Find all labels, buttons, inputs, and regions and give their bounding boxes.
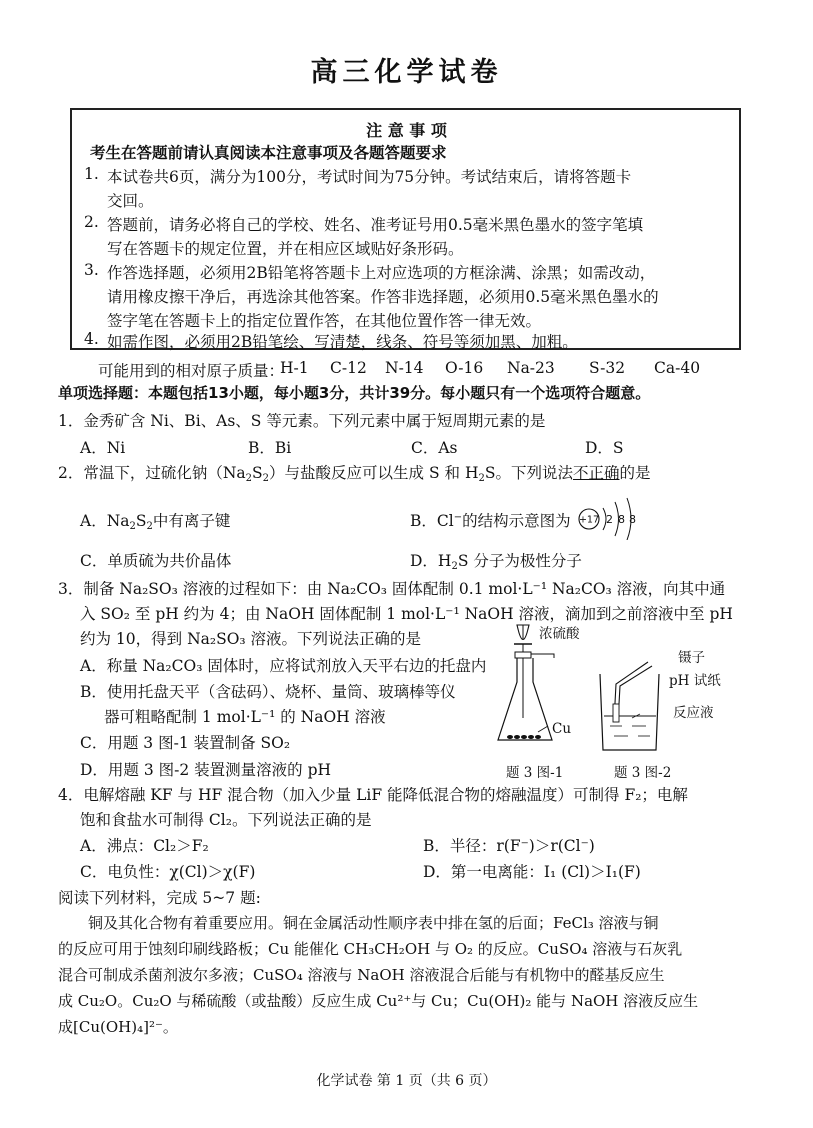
- q1-option-b: B．Bi: [248, 439, 292, 457]
- notice-item-4-line-1: 如需作图，必须用2B铅笔绘、写清楚，线条、符号等须加黑、加粗。: [107, 333, 578, 351]
- figure-3-1-acid-label: 浓硫酸: [539, 626, 580, 642]
- q3-option-d: D．用题 3 图-2 装置测量溶液的 pH: [80, 761, 332, 779]
- q2-option-d-post: S 分子为极性分子: [457, 552, 582, 570]
- notice-item-1-line-2: 交回。: [107, 192, 154, 210]
- notice-item-2-line-2: 写在答题卡的规定位置，并在相应区域贴好条形码。: [107, 240, 464, 258]
- notice-item-4-number: 4.: [84, 330, 99, 348]
- atomic-mass-na: Na-23: [507, 359, 555, 377]
- cl-ion-structure-diagram: [576, 488, 640, 540]
- q3-option-b-line-2: 器可粗略配制 1 mol·L⁻¹ 的 NaOH 溶液: [104, 708, 386, 726]
- atomic-mass-h: H-1: [280, 359, 309, 377]
- q2-stem-end: 的是: [619, 464, 651, 482]
- q4-stem-line-2: 饱和食盐水可制得 Cl₂。下列说法正确的是: [80, 811, 372, 829]
- q2-option-d: D．$H_2S$ 分子为极性分子: [410, 552, 582, 572]
- q3-stem-line-2: 入 SO₂ 至 pH 约为 4；由 NaOH 固体配制 1 mol·L⁻¹ NaOH 溶液，滴加到之前溶液中至 pH: [80, 605, 733, 623]
- figure-3-1-caption: 题 3 图-1: [506, 765, 564, 781]
- copper-piece: [535, 735, 541, 739]
- q2-option-a: A．$Na_2S_2$中有离子键: [80, 512, 231, 532]
- figure-3-2-tweezers-label: 镊子: [678, 650, 705, 666]
- q2-stem: 2．常温下，过硫化钠$(Na_2S_2)$与盐酸反应可以生成 S 和 $H_2S$。下列说法不正确的是: [58, 464, 651, 484]
- ph-paper-strip: [613, 704, 619, 722]
- q4-stem-line-1: 4．电解熔融 KF 与 HF 混合物（加入少量 LiF 能降低混合物的熔融温度）可制得 F₂；电解: [58, 786, 688, 804]
- atomic-mass-s: S-32: [589, 359, 626, 377]
- q4-option-a: A．沸点：Cl₂＞F₂: [80, 837, 209, 855]
- q2-stem-emphasis: 不正确: [572, 464, 620, 482]
- atomic-mass-label: 可能用到的相对原子质量：: [98, 362, 285, 380]
- page-title: 高三化学试卷: [310, 57, 503, 88]
- copper-piece: [521, 735, 527, 739]
- notice-item-1-line-1: 本试卷共6页，满分为100分，考试时间为75分钟。考试结束后，请将答题卡: [107, 168, 632, 186]
- notice-item-3-number: 3.: [84, 261, 99, 279]
- tweezers-arm-2: [618, 666, 652, 722]
- figure-3-2-solution-label: 反应液: [673, 705, 714, 721]
- figure-3-2-caption: 题 3 图-2: [614, 765, 672, 781]
- cu-pointer-line: [538, 726, 548, 732]
- q4-option-c: C．电负性：χ(Cl)＞χ(F): [80, 863, 256, 881]
- reading-line-1: 铜及其化合物有着重要应用。铜在金属活动性顺序表中排在氢的后面；FeCl₃ 溶液与铜: [88, 914, 659, 932]
- q3-option-a: A．称量 Na₂CO₃ 固体时，应将试剂放入天平右边的托盘内: [80, 657, 487, 675]
- q1-option-c: C．As: [411, 439, 458, 457]
- flask-stopper: [515, 652, 531, 658]
- atomic-mass-ca: Ca-40: [654, 359, 701, 377]
- figure-3-2-beaker-apparatus: [592, 660, 672, 760]
- notice-item-3-line-1: 作答选择题，必须用2B铅笔将答题卡上对应选项的方框涂满、涂黑；如需改动，: [107, 264, 656, 282]
- notice-heading: 注 意 事 项: [366, 121, 447, 140]
- reading-intro: 阅读下列材料，完成 5~7 题:: [58, 889, 261, 907]
- electron-count-shell-2: 8: [618, 513, 625, 526]
- delivery-tube: [531, 654, 554, 658]
- copper-piece: [507, 735, 513, 739]
- q2-option-a-post: 中有离子键: [152, 512, 231, 530]
- q2-option-d-pre: D．H: [410, 552, 452, 570]
- reading-line-2: 的反应可用于蚀刻印刷线路板；Cu 能催化 CH₃CH₂OH 与 O₂ 的反应。CuSO₄ 溶液与石灰乳: [58, 940, 683, 958]
- notice-item-2-number: 2.: [84, 213, 99, 231]
- q2-stem-mid: ）与盐酸反应可以生成 S 和 H: [269, 464, 479, 482]
- q3-option-c: C．用题 3 图-1 装置制备 SO₂: [80, 734, 291, 752]
- q2-option-b: B．Cl−的结构示意图为: [410, 512, 571, 530]
- q4-option-d: D．第一电离能：I₁ (Cl)＞I₁(F): [423, 863, 641, 881]
- figure-3-2-ph-paper-label: pH 试纸: [669, 673, 721, 689]
- q2-option-c: C．单质硫为共价晶体: [80, 552, 232, 570]
- q3-stem-line-3: 约为 10，得到 Na₂SO₃ 溶液。下列说法正确的是: [80, 630, 422, 648]
- notice-item-2-line-1: 答题前，请务必将自己的学校、姓名、准考证号用0.5毫米黑色墨水的签字笔填: [107, 216, 644, 234]
- section-heading: 单项选择题：本题包括13小题，每小题3分，共计39分。每小题只有一个选项符合题意。: [58, 384, 651, 402]
- electron-count-shell-1: 2: [606, 513, 613, 526]
- reading-line-4: 成 Cu₂O。Cu₂O 与稀硫酸（或盐酸）反应生成 Cu²⁺与 Cu；Cu(OH)₂ 能与 NaOH 溶液反应生: [58, 992, 699, 1010]
- atomic-mass-c: C-12: [330, 359, 367, 377]
- beaker: [600, 674, 659, 750]
- figure-3-1-cu-label: Cu: [552, 721, 572, 737]
- reading-line-5: 成[Cu(OH)₄]²⁻。: [58, 1018, 178, 1036]
- notice-subheading: 考生在答题前请认真阅读本注意事项及各题答题要求: [90, 143, 447, 162]
- q2-stem-pre: 2．常温下，过硫化钠（Na: [58, 464, 246, 482]
- q1-option-a: A．Ni: [80, 439, 126, 457]
- q2-option-b-post: 的结构示意图为: [462, 512, 571, 530]
- page-footer: 化学试卷 第 1 页（共 6 页）: [316, 1073, 497, 1089]
- q3-stem-line-1: 3．制备 Na₂SO₃ 溶液的过程如下：由 Na₂CO₃ 固体配制 0.1 mol·L⁻¹ Na₂CO₃ 溶液，向其中通: [58, 580, 726, 598]
- atomic-mass-n: N-14: [385, 359, 424, 377]
- q2-option-b-pre: B．Cl: [410, 512, 454, 530]
- q2-option-a-pre: A．Na: [80, 512, 130, 530]
- notice-item-1-number: 1.: [84, 165, 99, 183]
- copper-piece: [528, 735, 534, 739]
- copper-piece: [514, 735, 520, 739]
- q4-option-b: B．半径：r(F⁻)＞r(Cl⁻): [423, 837, 595, 855]
- q3-option-b-line-1: B．使用托盘天平（含砝码）、烧杯、量筒、玻璃棒等仪: [80, 683, 456, 701]
- q1-stem: 1．金秀矿含 Ni、Bi、As、S 等元素。下列元素中属于短周期元素的是: [58, 412, 546, 430]
- q2-stem-post: S。下列说法: [484, 464, 573, 482]
- nucleus-charge: +17: [578, 514, 600, 526]
- q1-option-d: D．S: [585, 439, 624, 457]
- conical-flask: [498, 658, 552, 740]
- notice-item-3-line-3: 签字笔在答题卡上的指定位置作答，在其他位置作答一律无效。: [107, 312, 542, 330]
- atomic-mass-o: O-16: [445, 359, 484, 377]
- reading-line-3: 混合可制成杀菌剂波尔多液；CuSO₄ 溶液与 NaOH 溶液混合后能与有机物中的醛基反应生: [58, 966, 665, 984]
- electron-count-shell-3: 8: [629, 513, 636, 526]
- notice-item-3-line-2: 请用橡皮擦干净后，再选涂其他答案。作答非选择题，必须用0.5毫米黑色墨水的: [107, 288, 659, 306]
